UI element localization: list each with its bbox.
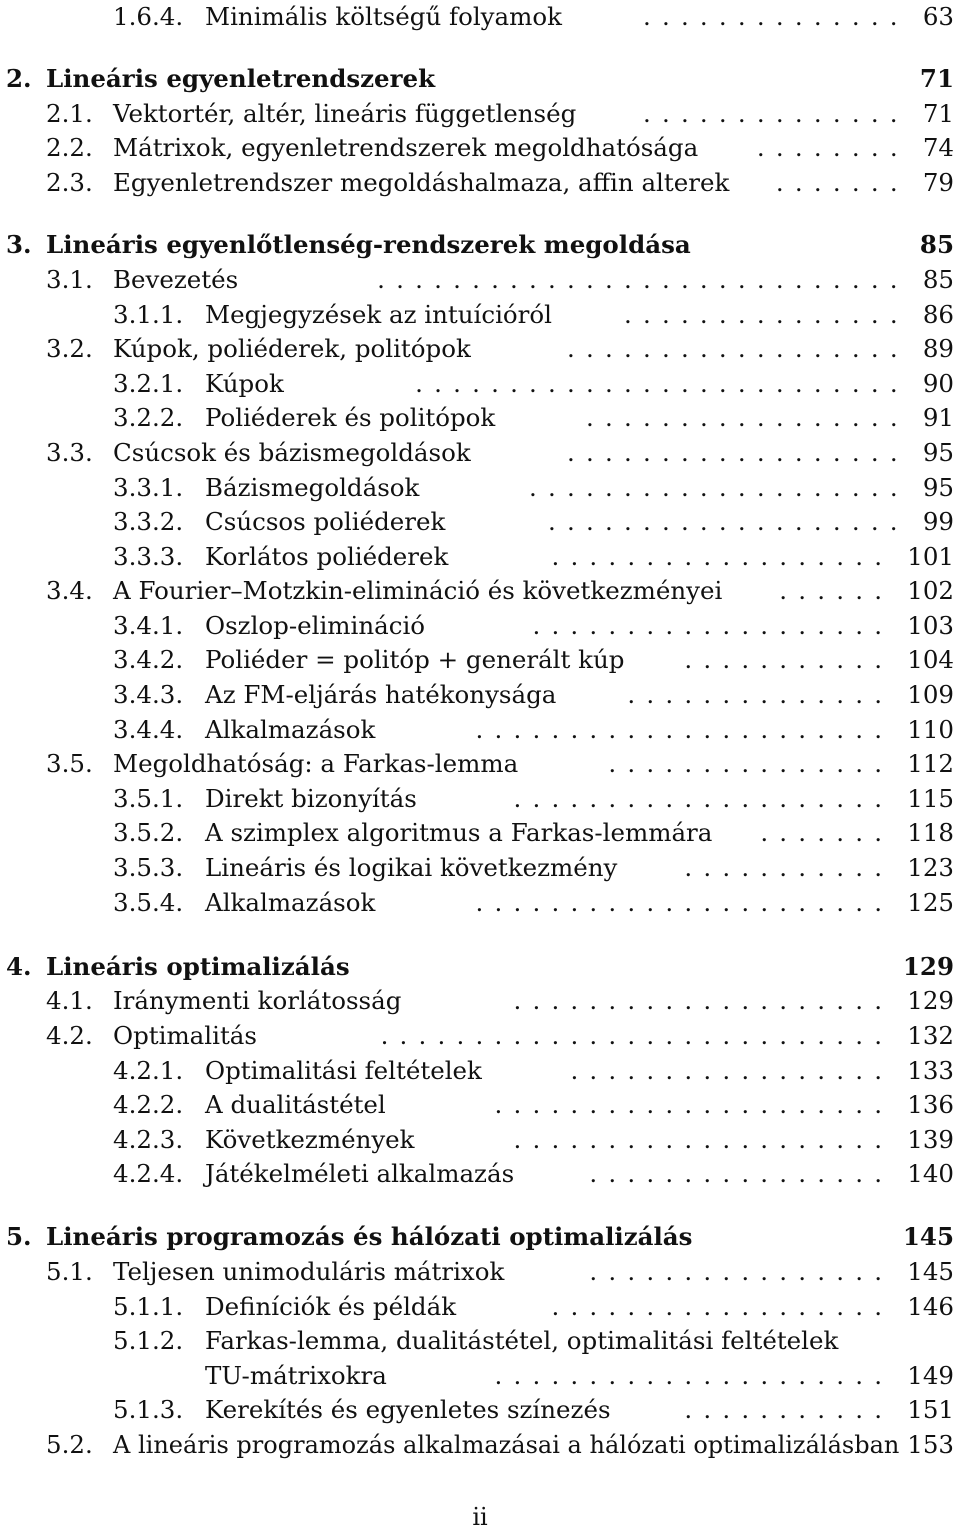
toc-entry-number: 3.4.1. [113,611,184,640]
toc-entry-page: 118 [907,818,954,847]
toc-entry-page: 149 [907,1361,954,1390]
toc-leader-dots: ................ [589,1257,894,1286]
toc-entry-title: A dualitástétel [205,1090,386,1119]
toc-entry-page: 145 [902,1222,954,1251]
toc-entry-number: 3.3.2. [113,507,184,536]
toc-entry[interactable] [0,1123,960,1157]
toc-entry-page: 109 [907,680,954,709]
toc-leader-dots: ....... [775,168,909,197]
toc-entry-title: Farkas-lemma, dualitástétel, optimalitási feltételek [205,1326,839,1355]
toc-entry-title: Poliéderek és politópok [205,403,496,432]
toc-entry-page: 145 [907,1257,954,1286]
toc-entry-number: 3.1. [46,265,93,294]
toc-entry-title: Játékelméleti alkalmazás [205,1159,515,1188]
toc-entry-number: 3.4.2. [113,645,184,674]
toc-entry-number: 3.5.4. [113,888,184,917]
toc-entry[interactable] [0,678,960,712]
toc-leader-dots: ..................... [494,1361,894,1390]
toc-entry-number: 2.1. [46,99,93,128]
toc-entry-page: 89 [922,334,954,363]
toc-entry-number: 3.5.2. [113,818,184,847]
toc-entry-title: Lineáris programozás és hálózati optimalizálás [46,1222,693,1251]
toc-entry-number: 4.2.4. [113,1159,184,1188]
toc-entry-title: Lineáris egyenletrendszerek [46,64,436,93]
toc-entry[interactable] [0,1324,960,1358]
toc-entry[interactable] [0,1393,960,1427]
toc-entry[interactable] [0,574,960,608]
toc-chapter-entry[interactable] [0,62,960,96]
page-number-footer: ii [472,1503,488,1531]
toc-entry[interactable] [0,263,960,297]
toc-entry[interactable] [0,401,960,435]
toc-entry-page: 71 [919,64,954,93]
toc-leader-dots: ............................ [377,265,909,294]
toc-entry-title: Minimális költségű folyamok [205,2,562,31]
toc-entry-page: 102 [907,576,954,605]
toc-entry-title: Optimalitási feltételek [205,1056,482,1085]
toc-entry-page: 79 [922,168,954,197]
toc-entry[interactable] [0,1359,960,1393]
toc-entry-title: Megjegyzések az intuícióról [205,300,552,329]
toc-entry[interactable] [0,1428,960,1462]
toc-entry-number: 4.2.2. [113,1090,184,1119]
toc-entry[interactable] [0,1157,960,1191]
toc-entry-number: 3.4.3. [113,680,184,709]
toc-entry-title: A szimplex algoritmus a Farkas-lemmára [205,818,713,847]
toc-entry[interactable] [0,540,960,574]
toc-entry[interactable] [0,1088,960,1122]
toc-entry-page: 136 [907,1090,954,1119]
toc-leader-dots: .......................... [415,369,909,398]
toc-entry-page: 125 [907,888,954,917]
toc-entry-page: 101 [907,542,954,571]
toc-entry-title: Megoldhatóság: a Farkas-lemma [113,749,519,778]
toc-entry[interactable] [0,166,960,200]
toc-leader-dots: ........ [756,133,909,162]
toc-leader-dots: ................ [589,1159,894,1188]
toc-entry-page: 74 [922,133,954,162]
toc-entry[interactable] [0,1255,960,1289]
toc-leader-dots: ................. [570,1056,894,1085]
toc-entry-number: 4.2. [46,1021,93,1050]
toc-entry-number: 3.1.1. [113,300,184,329]
toc-entry-number: 2. [6,64,32,93]
toc-entry[interactable] [0,643,960,677]
toc-entry[interactable] [0,886,960,920]
toc-entry-number: 5.1.1. [113,1292,184,1321]
toc-leader-dots: .................. [551,1292,894,1321]
toc-entry-number: 2.3. [46,168,93,197]
toc-leader-dots: ................... [548,507,909,536]
toc-entry-title: Optimalitás [113,1021,257,1050]
toc-leader-dots: .................. [567,334,909,363]
toc-entry[interactable] [0,713,960,747]
toc-entry-page: 140 [907,1159,954,1188]
toc-entry-title: Mátrixok, egyenletrendszerek megoldhatósága [113,133,699,162]
toc-entry[interactable] [0,1054,960,1088]
toc-leader-dots: .................... [513,1125,894,1154]
toc-leader-dots: ........................... [380,1021,894,1050]
toc-entry-title: Az FM-eljárás hatékonysága [205,680,557,709]
toc-chapter-entry[interactable] [0,228,960,262]
toc-entry-number: 1.6.4. [113,2,184,31]
toc-entry[interactable] [0,747,960,781]
toc-entry[interactable] [0,97,960,131]
toc-entry-number: 2.2. [46,133,93,162]
toc-entry-title: Oszlop-elimináció [205,611,426,640]
toc-leader-dots: ............... [608,749,894,778]
toc-entry-number: 3.2.2. [113,403,184,432]
toc-entry-title: Iránymenti korlátosság [113,986,402,1015]
toc-leader-dots: ............... [623,300,909,329]
toc-entry-number: 4.2.1. [113,1056,184,1085]
toc-leader-dots: ...................... [475,715,894,744]
toc-entry-page: 133 [907,1056,954,1085]
toc-entry-page: 123 [907,853,954,882]
toc-entry-number: 3.5.1. [113,784,184,813]
toc-entry-page: 146 [907,1292,954,1321]
toc-entry-number: 4. [6,952,32,981]
toc-entry-page: 115 [907,784,954,813]
toc-entry-page: 129 [907,986,954,1015]
toc-leader-dots: .............. [642,2,909,31]
toc-entry[interactable] [0,816,960,850]
toc-entry-number: 3.5. [46,749,93,778]
toc-entry-page: 95 [922,438,954,467]
toc-entry-title: Alkalmazások [205,888,376,917]
toc-entry-page: 95 [922,473,954,502]
toc-entry-number: 5.1. [46,1257,93,1286]
toc-entry-page: 112 [907,749,954,778]
toc-entry[interactable] [0,851,960,885]
toc-entry-title: Poliéder = politóp + generált kúp [205,645,625,674]
toc-entry[interactable] [0,131,960,165]
toc-entry-title: Lineáris és logikai következmény [205,853,618,882]
toc-entry-number: 3.2. [46,334,93,363]
toc-entry-title: A lineáris programozás alkalmazásai a hálózati optimalizálásban [113,1430,900,1459]
toc-entry-page: 132 [907,1021,954,1050]
toc-entry-title: A Fourier–Motzkin-elimináció és következményei [113,576,723,605]
toc-entry-title: Teljesen unimoduláris mátrixok [113,1257,505,1286]
toc-chapter-entry[interactable] [0,1220,960,1254]
toc-leader-dots: .............. [642,99,909,128]
toc-entry[interactable] [0,367,960,401]
toc-entry[interactable] [0,984,960,1018]
toc-entry-number: 5.1.2. [113,1326,184,1355]
toc-leader-dots: ....... [760,818,894,847]
toc-entry-title: Bázismegoldások [205,473,420,502]
toc-entry-number: 3. [6,230,32,259]
toc-entry-number: 3.3. [46,438,93,467]
toc-entry-page: 104 [907,645,954,674]
toc-entry-page: 86 [922,300,954,329]
toc-entry-number: 3.2.1. [113,369,184,398]
toc-entry-number: 4.2.3. [113,1125,184,1154]
toc-leader-dots: ........... [684,853,894,882]
toc-entry-number: 5.1.3. [113,1395,184,1424]
toc-entry-title: Következmények [205,1125,415,1154]
toc-entry[interactable] [0,782,960,816]
toc-entry-title: Korlátos poliéderek [205,542,449,571]
toc-entry[interactable] [0,505,960,539]
toc-entry-title: Kúpok [205,369,284,398]
toc-entry-number: 5.2. [46,1430,93,1459]
toc-leader-dots: .................... [513,986,894,1015]
toc-entry-title: Csúcsos poliéderek [205,507,446,536]
toc-leader-dots: .............. [627,680,894,709]
toc-entry-title: Alkalmazások [205,715,376,744]
toc-entry-page: 110 [907,715,954,744]
toc-entry-title: Csúcsok és bázismegoldások [113,438,471,467]
toc-entry-page: 103 [907,611,954,640]
toc-entry-number: 5. [6,1222,32,1251]
toc-entry-title: Direkt bizonyítás [205,784,417,813]
toc-entry[interactable] [0,1019,960,1053]
toc-entry-page: 153 [907,1430,954,1459]
toc-entry-number: 3.3.3. [113,542,184,571]
toc-leader-dots: ........... [684,1395,894,1424]
toc-entry-number: 3.4. [46,576,93,605]
toc-entry-title: Kerekítés és egyenletes színezés [205,1395,611,1424]
toc-entry-title: Kúpok, poliéderek, politópok [113,334,471,363]
toc-entry-number: 3.3.1. [113,473,184,502]
toc-leader-dots: ..................... [494,1090,894,1119]
toc-entry-number: 3.4.4. [113,715,184,744]
toc-entry-page: 90 [922,369,954,398]
toc-entry[interactable] [0,436,960,470]
toc-entry-page: 139 [907,1125,954,1154]
toc-entry-page: 99 [922,507,954,536]
toc-entry-page: 91 [922,403,954,432]
toc-leader-dots: ................. [586,403,909,432]
toc-leader-dots: .................. [567,438,909,467]
toc-entry[interactable] [0,471,960,505]
toc-entry[interactable] [0,298,960,332]
toc-entry-title: Lineáris optimalizálás [46,952,350,981]
toc-entry-page: 85 [919,230,954,259]
toc-entry-title: Vektortér, altér, lineáris függetlenség [113,99,577,128]
toc-entry-title: Egyenletrendszer megoldáshalmaza, affin alterek [113,168,730,197]
toc-entry-title: Lineáris egyenlőtlenség-rendszerek megoldása [46,230,691,259]
toc-entry-number: 4.1. [46,986,93,1015]
toc-chapter-entry[interactable] [0,950,960,984]
toc-leader-dots: ................... [532,611,894,640]
toc-entry[interactable] [0,609,960,643]
toc-entry-page: 129 [902,952,954,981]
toc-entry-title: Bevezetés [113,265,239,294]
toc-entry-page: 85 [922,265,954,294]
toc-entry-page: 151 [907,1395,954,1424]
toc-entry-page: 63 [922,2,954,31]
toc-leader-dots: .................... [513,784,894,813]
toc-leader-dots: ...................... [475,888,894,917]
toc-leader-dots: ........... [684,645,894,674]
toc-leader-dots: .................... [529,473,909,502]
toc-entry[interactable] [0,0,960,34]
toc-entry[interactable] [0,332,960,366]
toc-entry-title: TU-mátrixokra [205,1361,387,1390]
toc-leader-dots: ...... [779,576,894,605]
toc-entry-page: 71 [922,99,954,128]
toc-entry-title: Definíciók és példák [205,1292,457,1321]
toc-entry-number: 3.5.3. [113,853,184,882]
toc-leader-dots: .................. [551,542,894,571]
toc-entry[interactable] [0,1290,960,1324]
